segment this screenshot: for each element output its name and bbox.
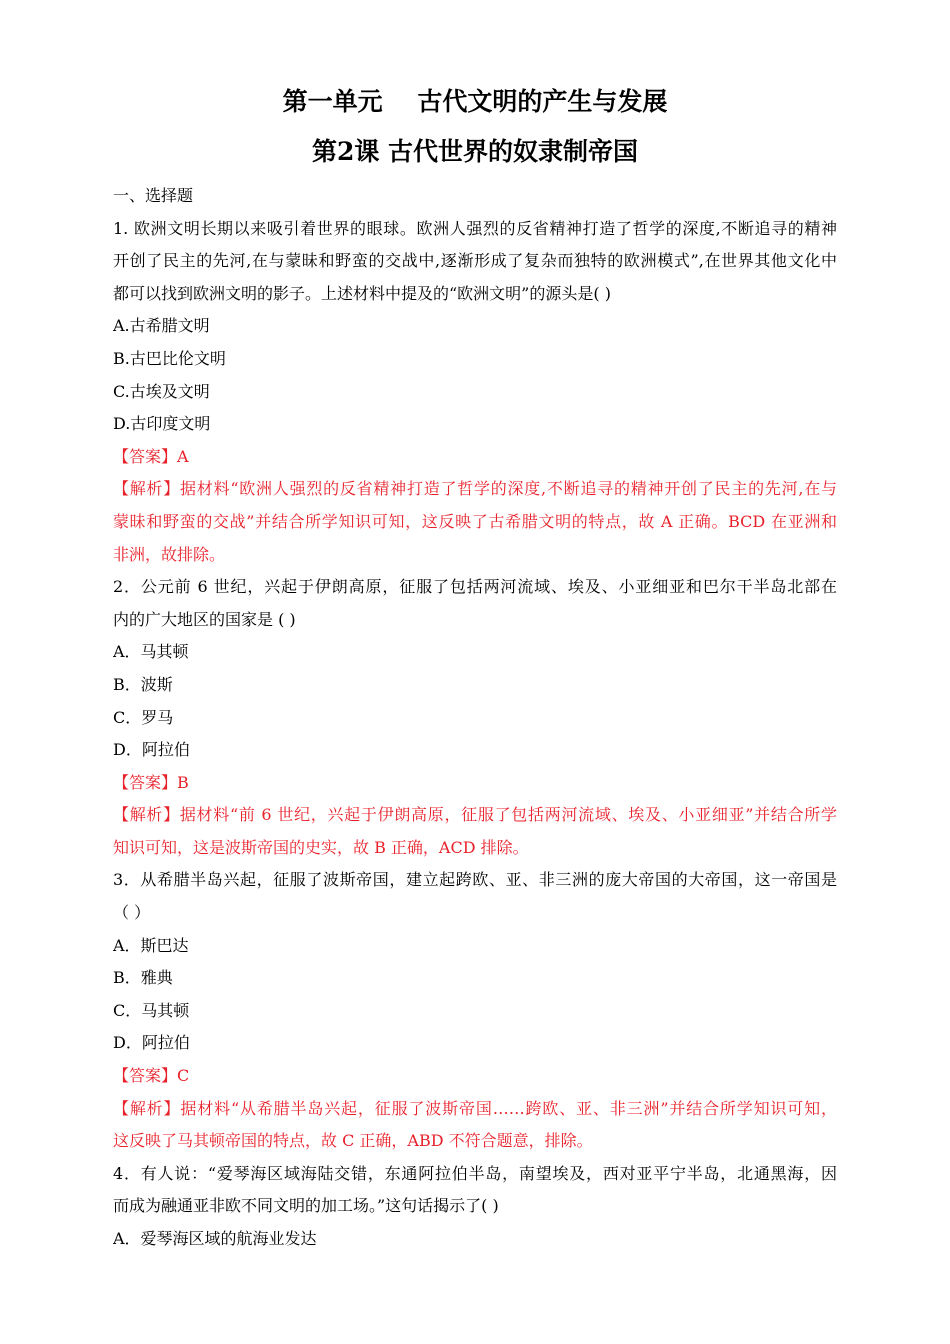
question-1-answer: 【答案】A	[113, 446, 189, 466]
question-1-stem-line: 都可以找到欧洲文明的影子。上述材料中提及的“欧洲文明”的源头是( )	[113, 283, 611, 303]
question-3-option: C．马其顿	[113, 1000, 190, 1020]
question-3-analysis-line: 这反映了马其顿帝国的特点，故 C 正确，ABD 不符合题意，排除。	[113, 1131, 593, 1151]
question-1-analysis-line: 【解析】据材料“欧洲人强烈的反省精神打造了哲学的深度,不断追寻的精神开创了民主的先河,在与	[113, 479, 837, 499]
question-2-option: B．波斯	[113, 674, 173, 694]
lesson-title: 第2课 古代世界的奴隶制帝国	[311, 137, 639, 166]
question-3-answer: 【答案】C	[113, 1066, 190, 1086]
question-3-option: D．阿拉伯	[113, 1033, 190, 1053]
question-3-analysis-line: 【解析】据材料“从希腊半岛兴起，征服了波斯帝国……跨欧、亚、非三洲”并结合所学知识可知，	[113, 1098, 837, 1118]
question-2-option: A．马其顿	[113, 642, 189, 662]
question-2-stem-line: 2．公元前 6 世纪，兴起于伊朗高原，征服了包括两河流域、埃及、小亚细亚和巴尔干半岛北部在	[113, 577, 837, 597]
question-2-option: D．阿拉伯	[113, 740, 190, 760]
question-2-answer: 【答案】B	[113, 772, 189, 792]
question-4-stem-line: 而成为融通亚非欧不同文明的加工场。”这句话揭示了( )	[113, 1196, 499, 1216]
question-2-stem-line: 内的广大地区的国家是 ( )	[113, 609, 296, 629]
question-1-option: B.古巴比伦文明	[113, 348, 226, 368]
question-1-option: C.古埃及文明	[113, 381, 210, 401]
document-body	[113, 180, 837, 1256]
question-4-stem-line: 4．有人说：“爱琴海区域海陆交错，东通阿拉伯半岛，南望埃及，西对亚平宁半岛，北通黑海，因	[113, 1163, 837, 1183]
question-1-stem-line: 开创了民主的先河,在与蒙昧和野蛮的交战中,逐渐形成了复杂而独特的欧洲模式”,在世界其他文化中	[113, 251, 837, 271]
question-3-option: A．斯巴达	[113, 935, 189, 955]
question-1-stem-line: 1. 欧洲文明长期以来吸引着世界的眼球。欧洲人强烈的反省精神打造了哲学的深度,不断追寻的精神	[113, 218, 837, 238]
question-2-analysis-line: 【解析】据材料“前 6 世纪，兴起于伊朗高原，征服了包括两河流域、埃及、小亚细亚”并结合所学	[113, 805, 837, 825]
question-3-option: B．雅典	[113, 968, 173, 988]
question-2-analysis-line: 知识可知，这是波斯帝国的史实，故 B 正确，ACD 排除。	[113, 837, 529, 857]
section-heading: 一、选择题	[113, 186, 194, 205]
question-1-option: D.古印度文明	[113, 414, 211, 434]
unit-title: 第一单元 古代文明的产生与发展	[282, 87, 668, 116]
question-3-stem-line: 3．从希腊半岛兴起，征服了波斯帝国，建立起跨欧、亚、非三洲的庞大帝国的大帝国，这一帝国是	[113, 870, 837, 890]
question-1-analysis-line: 非洲，故排除。	[113, 544, 226, 564]
question-1-option: A.古希腊文明	[113, 316, 210, 336]
question-1-analysis-line: 蒙昧和野蛮的交战”并结合所学知识可知，这反映了古希腊文明的特点，故 A 正确。BCD 在亚洲和	[113, 511, 837, 531]
question-3-stem-line: （ ）	[113, 903, 151, 923]
question-4-option: A．爱琴海区域的航海业发达	[113, 1229, 317, 1248]
question-2-option: C．罗马	[113, 707, 174, 727]
